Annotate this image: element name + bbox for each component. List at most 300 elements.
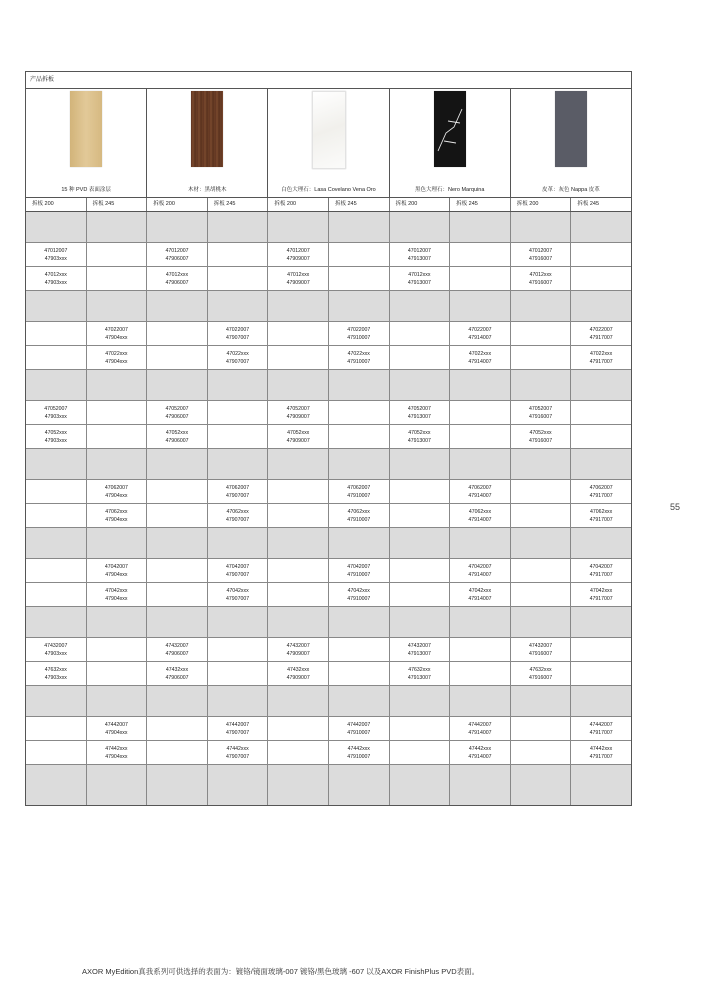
table-row xyxy=(26,322,631,346)
table-cell xyxy=(87,243,148,266)
article-number: 47910007 xyxy=(347,516,371,523)
grey-leather-panel-image xyxy=(555,91,587,167)
article-number: 47904xxx xyxy=(105,492,128,499)
table-cell xyxy=(87,662,148,685)
article-number: 47917007 xyxy=(589,492,613,499)
article-number: 47907007 xyxy=(226,571,250,578)
table-cell xyxy=(147,267,208,290)
section-title: 产品拆板 xyxy=(26,72,631,89)
article-number: 47012xxx xyxy=(165,271,189,278)
article-number: 47052xxx xyxy=(165,429,189,436)
table-cell xyxy=(329,425,390,448)
article-number: 47012xxx xyxy=(287,271,310,278)
article-number: 47907007 xyxy=(226,358,250,365)
article-number: 47907007 xyxy=(226,729,250,736)
table-cell xyxy=(268,607,329,637)
article-number: 47910007 xyxy=(347,492,371,499)
article-number: 47910007 xyxy=(347,358,371,365)
table-cell xyxy=(571,638,631,661)
table-cell xyxy=(26,559,87,582)
table-cell xyxy=(329,212,390,242)
table-cell xyxy=(511,686,572,716)
separator-row xyxy=(26,291,631,322)
table-cell xyxy=(450,528,511,558)
article-number: 47022xxx xyxy=(105,350,128,357)
table-cell xyxy=(571,717,631,740)
article-number: 47062007 xyxy=(589,484,613,491)
article-number: 47914007 xyxy=(468,595,492,602)
table-cell xyxy=(571,607,631,637)
table-cell xyxy=(268,291,329,321)
article-number: 47904xxx xyxy=(105,571,128,578)
article-number: 47062xxx xyxy=(105,508,128,515)
table-cell xyxy=(571,243,631,266)
article-number: 47052xxx xyxy=(529,429,552,436)
table-cell xyxy=(87,346,148,369)
article-number: 47442007 xyxy=(347,721,371,728)
table-cell xyxy=(147,607,208,637)
article-number: 47062007 xyxy=(104,484,128,491)
table-cell xyxy=(511,765,572,805)
table-row xyxy=(26,717,631,741)
separator-row xyxy=(26,686,631,717)
article-number: 47022xxx xyxy=(347,350,370,357)
article-number: 47917007 xyxy=(589,516,613,523)
article-number: 47910007 xyxy=(347,334,371,341)
table-cell xyxy=(147,717,208,740)
article-number: 47903xxx xyxy=(44,279,67,286)
article-number: 47913007 xyxy=(407,437,431,444)
table-row xyxy=(26,638,631,662)
article-number: 47442xxx xyxy=(468,745,492,752)
table-cell xyxy=(87,504,148,527)
article-number: 47052xxx xyxy=(408,429,431,436)
table-cell xyxy=(26,267,87,290)
table-cell xyxy=(26,504,87,527)
table-cell xyxy=(511,607,572,637)
article-number: 47062007 xyxy=(468,484,492,491)
table-cell xyxy=(147,243,208,266)
page-number: 55 xyxy=(670,502,681,512)
article-number: 47442xxx xyxy=(226,745,249,752)
table-cell xyxy=(571,480,631,503)
article-number: 47022xxx xyxy=(226,350,249,357)
table-cell xyxy=(390,717,451,740)
table-cell xyxy=(26,662,87,685)
article-number: 47012007 xyxy=(529,247,553,254)
table-cell xyxy=(87,559,148,582)
article-number: 47913007 xyxy=(407,413,431,420)
table-cell xyxy=(208,425,269,448)
table-cell xyxy=(268,480,329,503)
table-cell xyxy=(450,370,511,400)
article-number: 47916007 xyxy=(529,650,553,657)
table-cell xyxy=(208,449,269,479)
table-cell xyxy=(147,480,208,503)
article-number: 47632xxx xyxy=(44,666,67,673)
article-number: 47432007 xyxy=(165,642,189,649)
table-cell xyxy=(147,765,208,805)
table-cell xyxy=(390,346,451,369)
table-cell xyxy=(26,686,87,716)
table-cell xyxy=(87,765,148,805)
article-number: 47052007 xyxy=(407,405,431,412)
article-number: 47910007 xyxy=(347,595,371,602)
article-number: 47904xxx xyxy=(105,516,128,523)
swatch-row xyxy=(26,89,631,198)
black-marble-panel-image xyxy=(434,91,466,167)
table-cell xyxy=(571,528,631,558)
table-cell xyxy=(268,662,329,685)
table-cell xyxy=(147,583,208,606)
table-cell xyxy=(268,401,329,424)
table-cell xyxy=(208,346,269,369)
article-number: 47012007 xyxy=(44,247,68,254)
product-panel-table xyxy=(25,71,632,806)
table-row xyxy=(26,425,631,449)
table-cell xyxy=(390,243,451,266)
table-cell xyxy=(571,212,631,242)
article-number: 47042xxx xyxy=(347,587,370,594)
article-number: 47062007 xyxy=(226,484,250,491)
table-cell xyxy=(87,370,148,400)
white-marble-panel-image xyxy=(312,91,346,169)
article-number: 47914007 xyxy=(468,753,492,760)
table-cell xyxy=(329,449,390,479)
article-number: 47907007 xyxy=(226,595,250,602)
table-cell xyxy=(511,401,572,424)
panel-size-header-row xyxy=(26,198,631,212)
table-cell xyxy=(450,480,511,503)
article-number: 47022007 xyxy=(104,326,128,333)
table-cell xyxy=(511,583,572,606)
article-number: 47917007 xyxy=(589,571,613,578)
table-cell xyxy=(87,291,148,321)
table-cell xyxy=(87,686,148,716)
table-cell xyxy=(329,607,390,637)
table-cell xyxy=(571,559,631,582)
table-cell xyxy=(329,717,390,740)
table-cell xyxy=(450,267,511,290)
table-cell xyxy=(26,638,87,661)
swatch-label: 皮革：灰色 Nappa 皮革 xyxy=(542,187,600,193)
table-cell xyxy=(147,425,208,448)
table-cell xyxy=(87,741,148,764)
article-number: 47913007 xyxy=(407,255,431,262)
article-number: 47909007 xyxy=(286,437,310,444)
article-number: 47052007 xyxy=(44,405,68,412)
article-number: 47910007 xyxy=(347,729,371,736)
table-row xyxy=(26,559,631,583)
table-cell xyxy=(26,322,87,345)
table-cell xyxy=(390,741,451,764)
table-cell xyxy=(208,686,269,716)
table-cell xyxy=(208,765,269,805)
article-number: 47916007 xyxy=(529,437,553,444)
table-cell xyxy=(390,583,451,606)
article-number: 47916007 xyxy=(529,674,553,681)
table-cell xyxy=(450,212,511,242)
table-cell xyxy=(571,267,631,290)
table-cell xyxy=(511,322,572,345)
table-cell xyxy=(571,765,631,805)
article-number: 47052007 xyxy=(165,405,189,412)
table-cell xyxy=(87,425,148,448)
table-cell xyxy=(390,267,451,290)
article-number: 47042007 xyxy=(468,563,492,570)
table-row xyxy=(26,243,631,267)
table-cell xyxy=(390,370,451,400)
panel-size-header: 拆板 245 xyxy=(577,201,600,207)
panel-size-header: 拆板 245 xyxy=(208,198,269,211)
table-cell xyxy=(26,765,87,805)
article-number: 47904xxx xyxy=(105,334,128,341)
article-number: 47052007 xyxy=(529,405,553,412)
article-number: 47917007 xyxy=(589,595,613,602)
table-row xyxy=(26,480,631,504)
table-cell xyxy=(390,480,451,503)
table-cell xyxy=(450,765,511,805)
swatch-cell xyxy=(511,89,631,197)
article-number: 47042007 xyxy=(347,563,371,570)
table-cell xyxy=(147,638,208,661)
article-number: 47012xxx xyxy=(529,271,552,278)
table-cell xyxy=(511,528,572,558)
swatch-cell xyxy=(147,89,268,197)
table-cell xyxy=(268,370,329,400)
table-cell xyxy=(329,765,390,805)
table-cell xyxy=(208,267,269,290)
article-number: 47907007 xyxy=(226,753,250,760)
separator-row xyxy=(26,528,631,559)
article-number: 47909007 xyxy=(286,674,310,681)
article-number: 47052007 xyxy=(286,405,310,412)
table-cell xyxy=(450,291,511,321)
separator-row xyxy=(26,212,631,243)
article-number: 47917007 xyxy=(589,729,613,736)
table-row xyxy=(26,583,631,607)
article-number: 47022007 xyxy=(589,326,613,333)
table-cell xyxy=(571,662,631,685)
table-row xyxy=(26,267,631,291)
table-cell xyxy=(26,425,87,448)
table-cell xyxy=(147,449,208,479)
table-cell xyxy=(26,449,87,479)
table-cell xyxy=(571,504,631,527)
table-cell xyxy=(268,765,329,805)
article-number: 47914007 xyxy=(468,492,492,499)
table-row xyxy=(26,346,631,370)
panel-size-header: 拆板 200 xyxy=(268,198,329,211)
table-cell xyxy=(329,504,390,527)
article-number: 47904xxx xyxy=(105,595,128,602)
table-cell xyxy=(390,662,451,685)
table-cell xyxy=(208,528,269,558)
article-number: 47042007 xyxy=(589,563,613,570)
article-number: 47906007 xyxy=(165,255,189,262)
panel-size-header: 拆板 200 xyxy=(390,198,451,211)
walnut-panel-image xyxy=(191,91,223,167)
article-number: 47903xxx xyxy=(44,413,67,420)
table-cell xyxy=(268,243,329,266)
article-number: 47442xxx xyxy=(590,745,613,752)
article-number: 47913007 xyxy=(407,650,431,657)
table-cell xyxy=(268,717,329,740)
article-number: 47042007 xyxy=(104,563,128,570)
table-cell xyxy=(208,480,269,503)
table-cell xyxy=(268,346,329,369)
table-cell xyxy=(147,686,208,716)
table-cell xyxy=(268,449,329,479)
table-cell xyxy=(147,528,208,558)
table-cell xyxy=(450,638,511,661)
article-number: 47432007 xyxy=(286,642,310,649)
table-cell xyxy=(450,346,511,369)
table-cell xyxy=(390,504,451,527)
table-cell xyxy=(26,291,87,321)
table-cell xyxy=(147,291,208,321)
table-cell xyxy=(329,267,390,290)
table-cell xyxy=(147,322,208,345)
swatch-label: 15 种 PVD 表面涂层 xyxy=(61,187,111,193)
article-number: 47916007 xyxy=(529,279,553,286)
table-cell xyxy=(450,583,511,606)
table-cell xyxy=(390,212,451,242)
article-number: 47062007 xyxy=(347,484,371,491)
article-number: 47442007 xyxy=(226,721,250,728)
table-cell xyxy=(208,291,269,321)
table-cell xyxy=(208,638,269,661)
article-number: 47906007 xyxy=(165,279,189,286)
article-number: 47916007 xyxy=(529,255,553,262)
separator-row xyxy=(26,449,631,480)
table-cell xyxy=(208,662,269,685)
article-number: 47012007 xyxy=(407,247,431,254)
table-cell xyxy=(329,583,390,606)
table-cell xyxy=(450,559,511,582)
separator-row xyxy=(26,607,631,638)
table-cell xyxy=(147,212,208,242)
article-number: 47012xxx xyxy=(408,271,431,278)
swatch-cell xyxy=(26,89,147,197)
table-cell xyxy=(147,504,208,527)
article-number: 47042xxx xyxy=(590,587,613,594)
table-cell xyxy=(26,401,87,424)
article-number: 47914007 xyxy=(468,516,492,523)
table-cell xyxy=(208,559,269,582)
table-cell xyxy=(26,346,87,369)
article-number: 47442xxx xyxy=(347,745,370,752)
table-cell xyxy=(268,322,329,345)
table-cell xyxy=(450,425,511,448)
panel-size-header: 拆板 245 xyxy=(87,198,148,211)
table-cell xyxy=(268,528,329,558)
table-cell xyxy=(390,425,451,448)
table-cell xyxy=(208,583,269,606)
table-cell xyxy=(268,267,329,290)
table-cell xyxy=(511,504,572,527)
article-number: 47904xxx xyxy=(105,358,128,365)
table-cell xyxy=(571,291,631,321)
article-number: 47042xxx xyxy=(468,587,492,594)
article-number: 47042007 xyxy=(226,563,250,570)
table-cell xyxy=(511,717,572,740)
article-number: 47442007 xyxy=(104,721,128,728)
table-cell xyxy=(87,480,148,503)
article-number: 47909007 xyxy=(286,413,310,420)
article-number: 47906007 xyxy=(165,650,189,657)
table-cell xyxy=(26,212,87,242)
article-number: 47903xxx xyxy=(44,437,67,444)
table-cell xyxy=(87,528,148,558)
table-cell xyxy=(208,504,269,527)
table-cell xyxy=(147,401,208,424)
article-number: 47910007 xyxy=(347,571,371,578)
article-number: 47442007 xyxy=(468,721,492,728)
table-cell xyxy=(571,401,631,424)
article-number: 47022007 xyxy=(226,326,250,333)
panel-size-header: 拆板 200 xyxy=(511,198,572,211)
table-cell xyxy=(571,583,631,606)
table-cell xyxy=(26,528,87,558)
table-cell xyxy=(208,243,269,266)
article-number: 47022xxx xyxy=(468,350,492,357)
article-number: 47916007 xyxy=(529,413,553,420)
table-cell xyxy=(450,686,511,716)
table-cell xyxy=(571,346,631,369)
article-number: 47062xxx xyxy=(590,508,613,515)
table-cell xyxy=(511,662,572,685)
table-cell xyxy=(450,401,511,424)
table-cell xyxy=(268,559,329,582)
table-cell xyxy=(26,741,87,764)
table-cell xyxy=(511,267,572,290)
table-cell xyxy=(390,607,451,637)
table-cell xyxy=(511,480,572,503)
table-cell xyxy=(87,212,148,242)
article-number: 47909007 xyxy=(286,255,310,262)
table-cell xyxy=(571,449,631,479)
table-cell xyxy=(208,717,269,740)
article-number: 47022xxx xyxy=(590,350,613,357)
table-cell xyxy=(390,686,451,716)
table-cell xyxy=(571,322,631,345)
article-number: 47012007 xyxy=(165,247,189,254)
article-number: 47432xxx xyxy=(165,666,189,673)
table-cell xyxy=(26,370,87,400)
table-cell xyxy=(329,741,390,764)
article-number: 47907007 xyxy=(226,492,250,499)
table-cell xyxy=(329,243,390,266)
table-cell xyxy=(511,243,572,266)
table-cell xyxy=(87,638,148,661)
article-number: 47012xxx xyxy=(44,271,67,278)
table-cell xyxy=(390,638,451,661)
article-number: 47042xxx xyxy=(226,587,249,594)
panel-size-header: 拆板 200 xyxy=(147,198,208,211)
table-row xyxy=(26,504,631,528)
table-cell xyxy=(329,370,390,400)
table-cell xyxy=(208,212,269,242)
table-cell xyxy=(87,322,148,345)
table-cell xyxy=(571,425,631,448)
article-number: 47022007 xyxy=(347,326,371,333)
table-cell xyxy=(450,662,511,685)
table-cell xyxy=(511,559,572,582)
table-cell xyxy=(329,322,390,345)
article-number: 47914007 xyxy=(468,334,492,341)
table-cell xyxy=(511,449,572,479)
